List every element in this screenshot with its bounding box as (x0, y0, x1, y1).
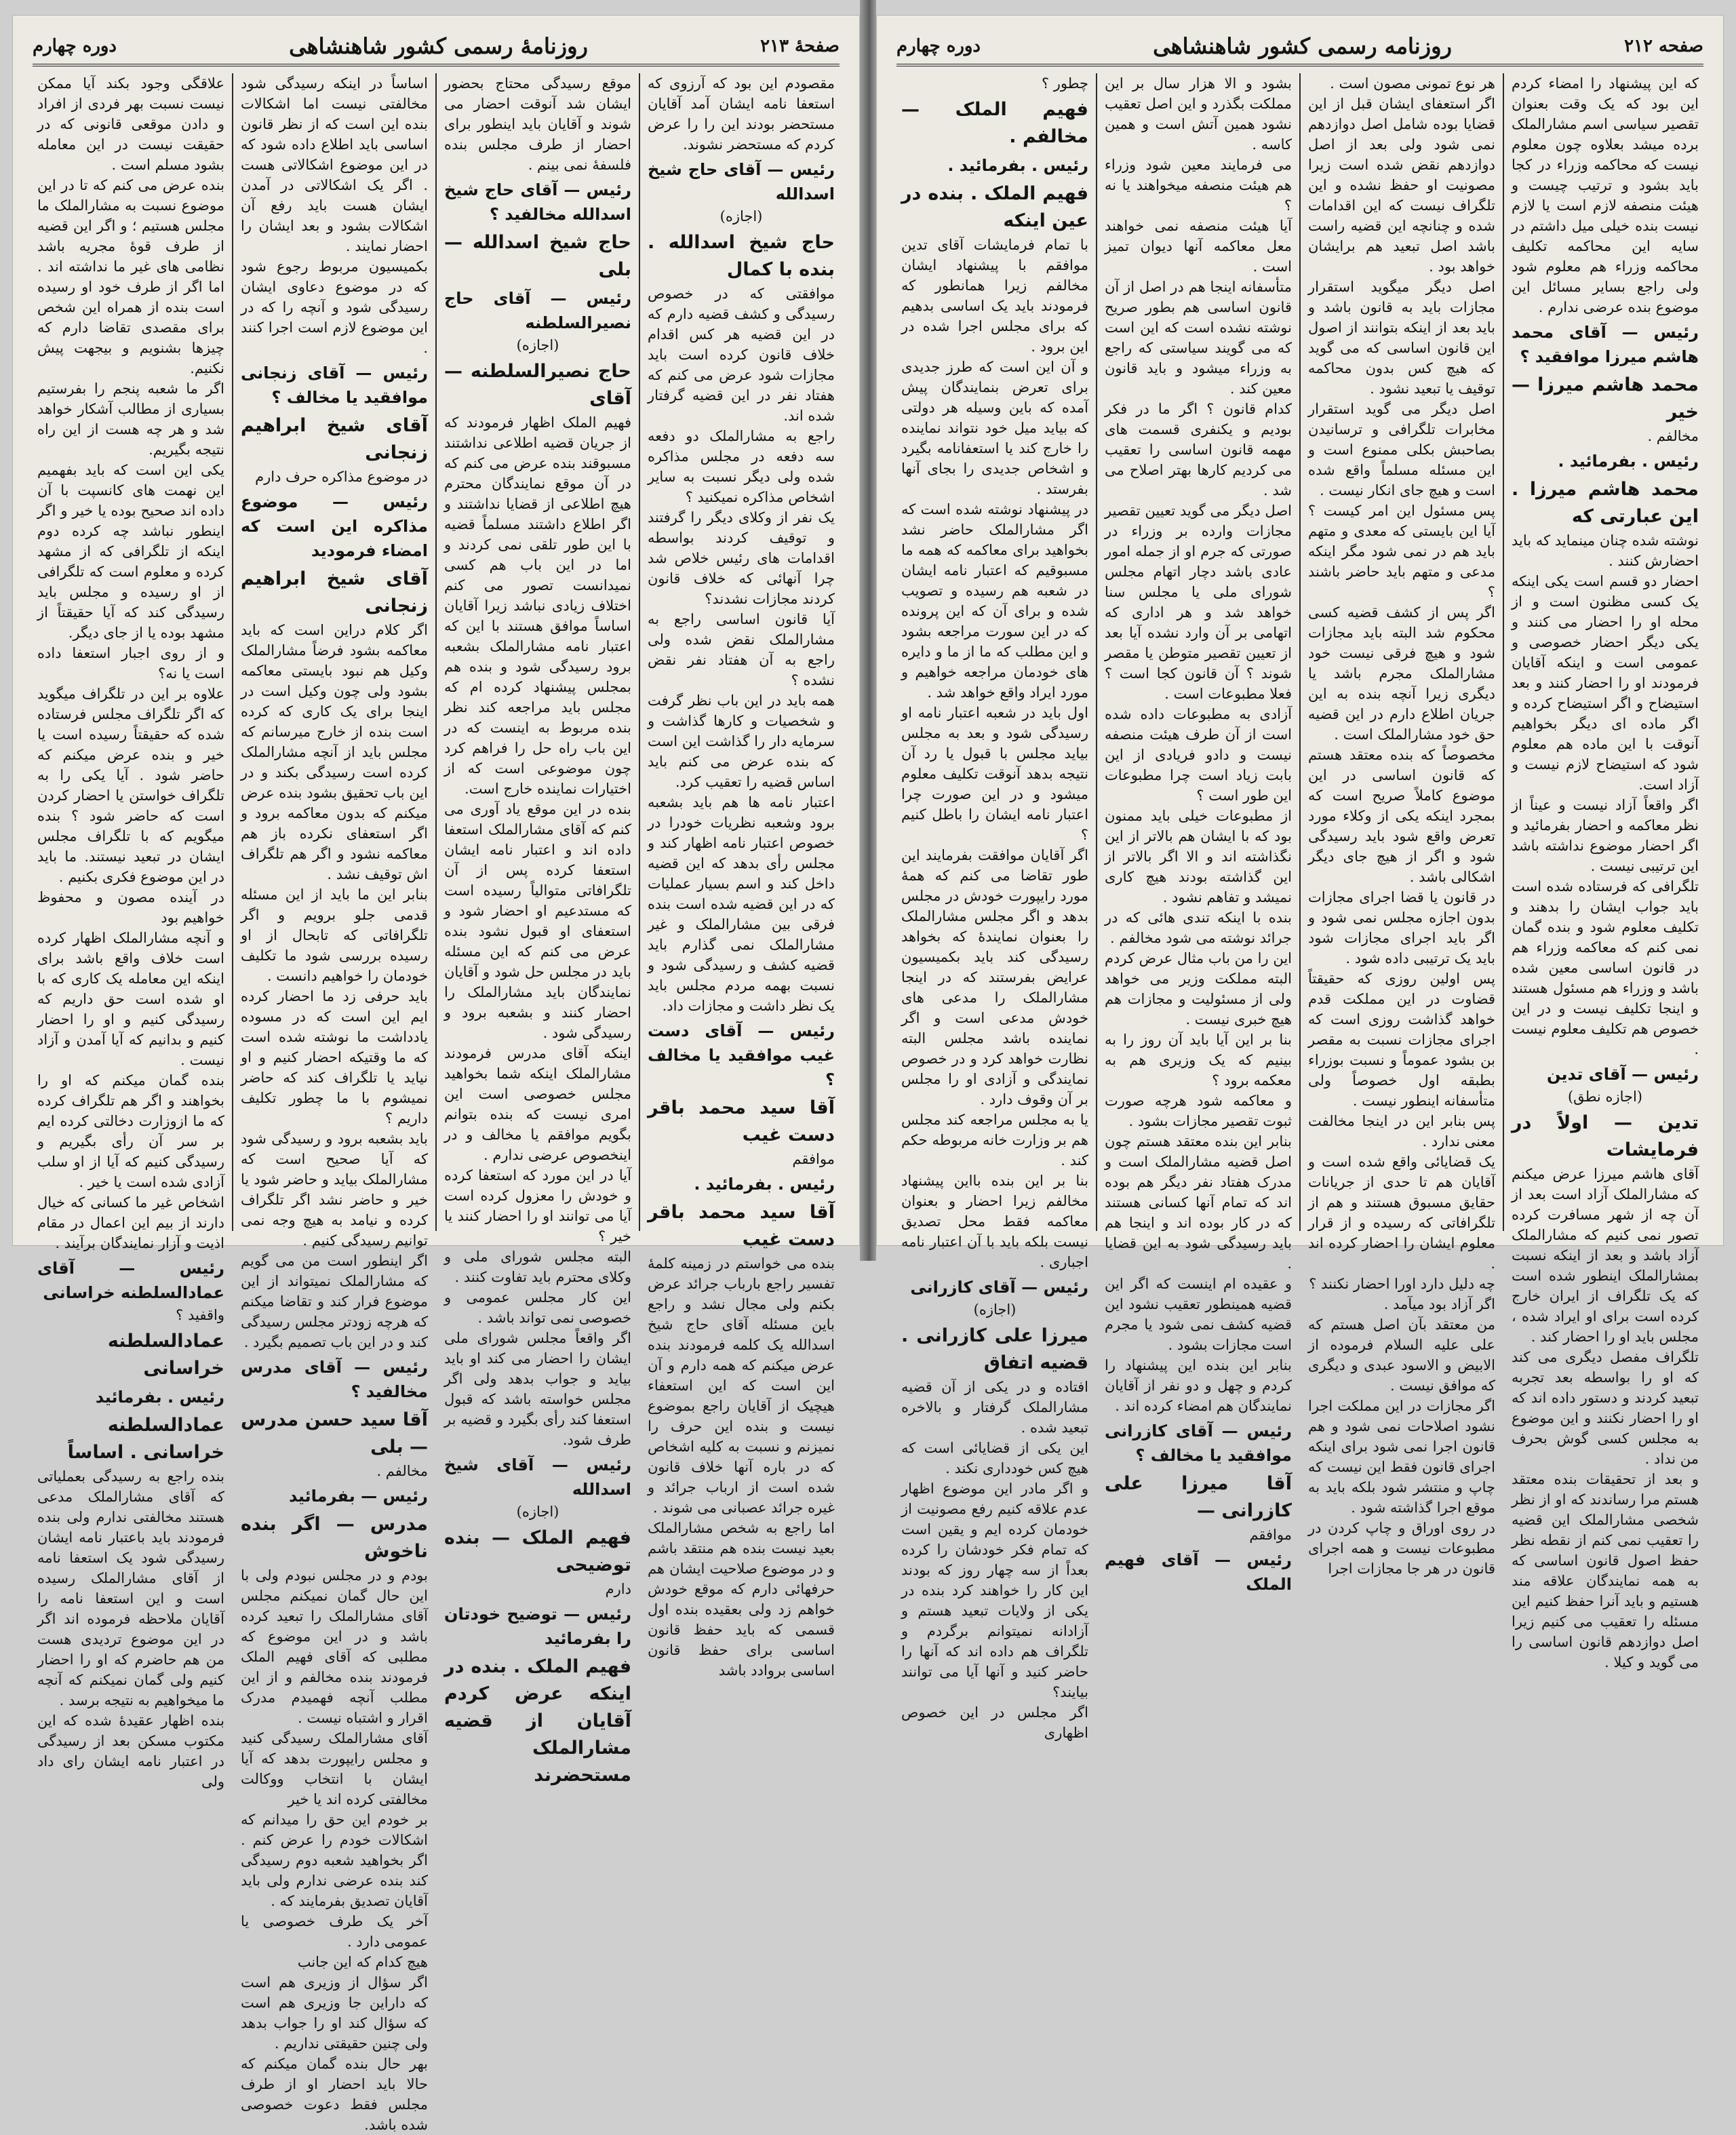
paragraph: مخالفم . (376, 1463, 428, 1479)
paragraph: و از روی اجبار استعفا داده است یا نه؟ (37, 645, 224, 682)
paragraph: در آینده مصون و محفوظ خواهیم بود (37, 889, 224, 926)
paragraph: اگر آقایان موافقت بفرمایند این طور تقاضا می کنم که همهٔ مورد رایپورت خودش در مجلس بدهد و اگر مجلس مشارالملک را بعنوان نمایندهٔ که بخواهد رسیدگی کند باید بکمیسیون عرایض بفرستند که در اینجا مشارالملک را مدعی های خودش مدعی است و اگر نماینده باشد مجلس البته نظارت خواهد کرد و در خصوص نمایندگی و آزادی او را مجلس بر آن وقوف دارد . (901, 847, 1088, 1108)
paragraph: اعتبار نامه ها هم باید بشعبه برود وشعبه نظریات خودرا در خصوص اعتبار نامه اظهار کند و مجلس رأی بدهد که این قضیه داخل کند و اسم بسیار عملیات که در این قضیه شده است بنده فرقی بین مشارالملک و غیر مشارالملک نمی گذارم باید قضیه کشف و رسیدگی شود و نسبت بهمه مردم مجلس باید یک نظر داشت و مجازات داد. (648, 794, 835, 1014)
paragraph: همه باید در این باب نظر گرفت و شخصیات و کارها گذاشت و سرمایه دار را گذاشت این است که بنده عرض می کنم باید اساس قضیه را تعقیب کرد. (648, 692, 835, 790)
speaker-line: رئیس — آقای دست غیب موافقید یا مخالف ؟ (648, 1021, 835, 1089)
left-page-columns (30, 73, 842, 2133)
permission-note: (اجازه) (973, 1301, 1017, 1318)
speaker-heading: آقای شیخ ابراهیم زنجانی (241, 415, 428, 463)
paragraph: آیا هیئت منصفه نمی خواهند معل معاکمه آنها دیوان تمیز است . (1105, 218, 1292, 275)
left-column-2 (435, 73, 639, 1786)
paragraph: اول باید در شعبه اعتبار نامه او رسیدگی شود و بعد به مجلس بیاید مجلس با قبول یا رد آن نتیجه بدهد آنوقت تکلیف معلوم میشود و در این صورت چرا اعتبار نامه ایشان را باطل کنیم ؟ (901, 705, 1088, 843)
right-column-3 (1096, 73, 1299, 1594)
paragraph: اینکه آقای مدرس فرمودند مشارالملک اینکه شما بخواهید مجلس خصوصی است این امری نیست که بنده بتوانم بگویم موافقم یا مخالف و در اینخصوص عرضی ندارم . (444, 1045, 631, 1163)
paragraph: یکی این است که باید بفهمیم این نهمت های کانسپت با آن داده اند صحیح بوده یا خیر و اگر اینطور نباشد چه کرده دوم اینکه از تلگرافی که از مشهد کرده و معلوم است که تلگرافی از او رسیده و مجلس باید رسیدگی کند که آیا حقیقتاً از مشهد بوده یا از جای دیگر. (37, 462, 224, 641)
paragraph: اگر ما شعبه پنجم را بفرستیم بسیاری از مطالب آشکار خواهد شد و هر چه هست از این راه نتیجه بگیریم. (37, 380, 224, 458)
right-page (876, 15, 1724, 1741)
paragraph: من معتقد بآن اصل هستم که علی علیه السلام فرموده از الابیض و الاسود عبدی و دیگری که موافق نیست . (1308, 1316, 1495, 1394)
speaker-line: رئیس — موضوع مذاکره این است که امضاء فرمودید (241, 492, 428, 560)
speaker-heading: محمد هاشم میرزا . این عبارتی که (1512, 479, 1699, 527)
paragraph: تلگرافی که فرستاده شده است باید جواب ایشان را بدهند و تکلیف معلوم شود و بنده گمان نمی کنم که معاکمه وزراء هم در قانون اساسی معین شده باشد و وزراء هم مسئول هستند و اینجا تکلیف نیست و در این خصوص هم تکلیف معلوم نیست . (1512, 878, 1699, 1057)
speaker-line: رئیس . بفرمائید (95, 1388, 224, 1407)
paragraph: که این پیشنهاد را امضاء کردم این بود که یک وقت بعنوان تقصیر سیاسی اسم مشارالملک برده میشد بعلاوه چون معلوم نیست که محاکمه وزراء در کجا باید بشود و ترتیب چیست و هیئت منصفه لازم است یا لازم نیست بنده خیلی میل داشتم در سایه این محاکمه تکلیف محاکمه وزراء هم معلوم شود ولی راجع بسایر مسائل این موضوع بنده عرضی ندارم . (1512, 75, 1699, 315)
paragraph: اما راجع به شخص مشارالملک بعید نیست بنده هم منتقد باشم و در موضوع صلاحیت ایشان هم حرفهائی دارم که موقع خودش خواهم زد ولی بعقیده بنده اول قسمی که باید حفظ قانون اساسی برای حفظ قانون اساسی بروادد باشد (648, 1520, 835, 1679)
speaker-line: رئیس — توضیح خودتان را بفرمائید (444, 1605, 631, 1648)
left-page-edition: دوره چهارم (33, 36, 117, 56)
permission-note: (اجازه) (516, 1504, 559, 1520)
paragraph: و آن این است که طرز جدیدی برای تعرض بنمایندگان پیش آمده که باین وسیله هر دولتی که بیاید میل خود نتواند نماینده را خارج کند یا استعفانامه بگیرد و اشخاص جدیدی را بجای آنها بفرستد . (901, 359, 1088, 497)
speaker-line: رئیس — آقای مدرس مخالفید ؟ (241, 1358, 428, 1401)
paragraph: اصل دیگر می گوید تعیین تقصیر مجازات وارده بر وزراء در صورتی که جرم او از جمله امور عادی باشد دچار اتهام مجلس شورای ملی یا مجلس سنا خواهد شد و هر اداری که اتهامی بر آن وارد نشده آیا بعد از تعیین تقصیر متوطن یا مقصر شوند ؟ آن قانون کجا است ؟ فعلا مطبوعات است . (1105, 503, 1292, 702)
paragraph: در قانون یا قضا اجرای مجازات بدون اجازه مجلس نمی شود و اگر باید اجرای مجازات شود باید یک ترتیبی داده شود . (1308, 889, 1495, 966)
paragraph: بنا بر این آیا باید آن روز را به بینیم که یک وزیری هم به معکمه برود ؟ (1105, 1032, 1292, 1089)
left-page-title: روزنامهٔ رسمی کشور شاهنشاهی (289, 33, 588, 59)
speaker-line: رئیس — آقای کازرانی (910, 1278, 1088, 1297)
paragraph: اشخاص غیر ما کسانی که خیال دارند از بیم این اعمال در مقام اذیت و آزار نمایندگان برآیند . (37, 1194, 224, 1251)
speaker-heading: حاج شیخ اسدالله . بنده با کمال (648, 232, 835, 280)
speaker-heading: تدین — اولاً در فرمایشات (1512, 1112, 1699, 1160)
right-page-header (896, 28, 1703, 66)
paragraph: هر نوع تمونی مصون است . (1330, 75, 1495, 92)
permission-note: (اجازه) (719, 208, 763, 224)
paragraph: پس بنابر این در اینجا مخالفت معنی ندارد . (1308, 1113, 1495, 1150)
speaker-heading: فهیم الملک — مخالفم . (901, 99, 1088, 147)
speaker-heading: آقای شیخ ابراهیم زنجانی (241, 568, 428, 616)
paragraph: اگر کلام دراین است که باید معاکمه بشود فرضاً مشارالملک وکیل هم نبود بایستی معاکمه بشود ولی چون وکیل است در اینجا برای یک کاری که کرده است بنده از خارج میرسانم که مجلس باید از آنچه مشارالملک کرده است رسیدگی بکند و در این باب تحقیق بشود بنده عرض میکنم که بدون معاکمه برود و اگر استعفای نکرده باز هم معاکمه نشود و اگر هم تلگراف اش توقیف نشد . (241, 622, 428, 882)
speaker-heading: آقا میرزا علی کازرانی — (1105, 1473, 1292, 1521)
speaker-line: رئیس . بفرمائید . (947, 156, 1088, 175)
left-page-header (33, 28, 840, 66)
speaker-line: رئیس — آقای فهیم الملک (1105, 1550, 1292, 1594)
left-column-1 (639, 73, 842, 1679)
speaker-line: رئیس — آقای عمادالسلطنه خراسانی (37, 1259, 224, 1302)
paragraph: آخر یک طرف خصوصی یا عمومی دارد . (241, 1913, 428, 1950)
paragraph: از مطبوعات خیلی باید ممنون بود که با ایشان هم بالاتر از این نگذاشته اند و الا اگر بالاتر از این گذاشته بودند هیچ کاری نمیشد و تفاهم نشود . (1105, 808, 1292, 905)
paragraph: اگر واقعاً آزاد نیست و عیناً از نظر معاکمه و احضار بفرمائید و اگر احضار موضوع نداشته باشد این ترتیبی نیست . (1512, 797, 1699, 874)
paragraph: موافقم (792, 1151, 835, 1167)
paragraph: اگر پس از کشف قضیه کسی محکوم شد البته باید مجازات شود و هیچ فرقی نیست خود مشارالملک مجرم باشد یا دیگری زیرا آنچه بنده به این جریان اطلاع دارم در این قضیه حق خود مشارالملک است . (1308, 604, 1495, 743)
right-page-columns (894, 73, 1706, 1741)
speaker-heading: مدرس — اگر بنده ناخوش (241, 1514, 428, 1562)
speaker-line: رئیس — آقای زنجانی موافقید یا مخالف ؟ (241, 364, 428, 407)
paragraph: هیچ کدام که این جانب (297, 1954, 428, 1970)
paragraph: بنده در این موقع یاد آوری می کنم که آقای مشارالملک استعفا داده اند و اعتبار نامه ایشان استعفا کرده پس از آن تلگرافاتی متوالیاً رسیده است که مستدعیم او احضار شود و استعفای او قبول نشود بنده عرض می کنم که این مسئله باید در مجلس حل شود و آقایان نمایندگان باید مشارالملک را احضار کنند و بشعبه برود و رسیدگی شود . (444, 801, 631, 1041)
paragraph: چه دلیل دارد اورا احضار نکنند ؟ (1309, 1276, 1495, 1292)
right-column-4 (894, 73, 1096, 1741)
paragraph: می فرمایند معین شود وزراء هم هیئت منصفه میخواهند یا نه ؟ (1105, 157, 1292, 214)
paragraph: افتاده و در یکی از آن قضیه مشارالملک گرفتار و بالاخره تبعید شده . (901, 1379, 1088, 1436)
speaker-heading: میرزا علی کازرانی . قضیه اتفاق (901, 1325, 1088, 1373)
paragraph: اگر اینطور است من می گویم که مشارالملک نمیتواند از این موضوع فرار کند و تقاضا میکنم که هرچه زودتر مجلس رسیدگی کند و در این باب تصمیم بگیرد . (241, 1253, 428, 1350)
paragraph: پس اولین روزی که حقیقتاً قضاوت در این مملکت قدم خواهد گذاشت روزی است که اجرای مجازات نسبت به مقصر بن بشود عموماً و نسبت بوزراء بطبقه اول خصوصاً ولی متأسفانه اینطور نیست . (1308, 971, 1495, 1109)
paragraph: بنابر این ما باید از این مسئله قدمی جلو برویم و اگر تلگرافاتی که تابحال از او رسیده بررسی شود ما تکلیف خودمان را خواهیم دانست . (241, 886, 428, 984)
paragraph: دارم (605, 1581, 631, 1597)
paragraph: آیا در این مورد که استعفا کرده و خودش را معزول کرده است آیا می توانند او را احضار کنند یا خیر ؟ (444, 1167, 631, 1245)
paragraph: بهر حال بنده گمان میکنم که حالا باید احضار او از طرف مجلس فقط دعوت خصوصی شده باشد. (241, 2056, 428, 2133)
paragraph: تلگراف مفصل دیگری می کند که او را بواسطه بعد تجربه تبعید کردند و دستور داده اند که او را احضار نکنند و این موضوع به مجلس کسی گوش بحرف من نداد . (1512, 1349, 1699, 1467)
paragraph: آیا قانون اساسی راجع به مشارالملک نقض شده ولی راجع به آن هفتاد نفر نقض نشده ؟ (648, 611, 835, 688)
speaker-line: رئیس — آقای حاج شیخ اسدالله (648, 160, 835, 203)
paragraph: بنده می خواستم در زمینه کلمهٔ تفسیر راجع بارباب جرائد عرض بکنم ولی مجال نشد و راجع باین مسئله آقای حاج شیخ اسدالله یک کلمه فرمودند بنده عرض میکنم که همه دارم و آن این است که این استعفاء هیچیک از آقایان راجع بموضوع نیست و بنده این حرف را نمیزنم و نسبت به کلیه اشخاص که در باره آنها خلاف قانون شده است از ارباب جرائد و غیره جرائد عصبانی می شوند . (648, 1255, 835, 1516)
speaker-line: رئیس — آقای شیخ اسدالله (444, 1455, 631, 1499)
left-page-number: صفحهٔ ۲۱۳ (760, 36, 840, 56)
speaker-line: رئیس — آقای حاج نصیرالسلطنه (444, 289, 631, 332)
paragraph: بنا بر این بنده بااین پیشنهاد مخالفم زیرا احضار و بعنوان معاکمه فقط محل تصدیق نیست بلکه باید با آن اعتبار نامه اجباری . (901, 1173, 1088, 1270)
speaker-line: رئیس — بفرمائید (288, 1487, 428, 1506)
paragraph: بر خودم این حق را میدانم که اشکالات خودم را عرض کنم . اگر بخواهید شعبه دوم رسیدگی کند بنده عرضی ندارم ولی باید آقایان تصدیق بفرمایند که . (241, 1811, 428, 1909)
left-column-3 (232, 73, 435, 2133)
paragraph: آزادی به مطبوعات داده شده است از آن طرف هیئت منصفه نیست و دادو فریادی از این بابت زیاد است چرا مطبوعات این طور است ؟ (1105, 706, 1292, 804)
paragraph: مخصوصاً که بنده معتقد هستم که قانون اساسی در این موضوع کاملاً صریح است که بمجرد اینکه یکی از وکلاء مورد تعرض واقع شود باید رسیدگی شود و اگر از هیچ جای دیگر اشکالی باشد . (1308, 747, 1495, 885)
paragraph: موقع رسیدگی محتاج بحضور ایشان شد آنوقت احضار می شوند و آقایان باید اینطور برای احضار از طرف مجلس بنده فلسفهٔ نمی بینم . (444, 75, 631, 173)
paragraph: علاقگی وجود بکند آیا ممکن نیست نسبت بهر فردی از افراد و دادن موقعی قانونی که در حقیقت نیست در این معامله بشود مسلم است . (37, 75, 224, 173)
right-page-edition: دوره چهارم (896, 36, 981, 56)
speaker-line: رئیس . بفرمائید . (694, 1175, 835, 1194)
right-page-title: روزنامه رسمی کشور شاهنشاهی (1153, 33, 1452, 59)
paragraph: بنده راجع به رسیدگی بعملیاتی که آقای مشارالملک مدعی هستند مخالفتی ندارم ولی بنده فرمودند باید باعتبار نامه ایشان رسیدگی شود یک استعفا نامه از آقای مشارالملک رسیده است و این استعفا نامه را آقایان ملاحظه فرموده اند اگر در این موضوع تردیدی هست من هم حاضرم که او را احضار کنیم ولی گمان نمیکنم که آنچه ما میخواهیم به نتیجه برسد . (37, 1468, 224, 1708)
paragraph: و معاکمه شود هرچه صورت ثبوت تقصیر مجازات بشود . (1105, 1093, 1292, 1129)
paragraph: مخالفم . (1647, 428, 1699, 444)
paragraph: بشود و الا هزار سال بر این مملکت بگذرد و این اصل تعقیب نشود همین آتش است و همین کاسه . (1105, 75, 1292, 153)
paragraph: بودم و در مجلس نبودم ولی با این حال گمان نمیکنم مجلس آقای مشارالملک را تبعید کرده باشد و در این موضوع که مطلبی که آقای فهیم الملک فرمودند بنده مخالفم و از این مطلب آنچه فهمیدم مدرک اقرار و اشتباه نیست . (241, 1567, 428, 1726)
paragraph: موافقتی که در خصوص رسیدگی و کشف قضیه دارم که در این قضیه هر کس اقدام خلاف قانون کرده است باید مجازات شود عرض می کنم که هفتاد نفر در این قضیه گرفتار شده اند. (648, 286, 835, 424)
speaker-heading: آقا سید محمد باقر دست غیب (648, 1202, 835, 1250)
speaker-line: رئیس — آقای حاج شیخ اسدالله مخالفید ؟ (444, 180, 631, 224)
paragraph: بنده عرض می کنم که تا در این موضوع نسبت به مشارالملک ما مجلس هستیم ؛ و اگر این قضیه از طرف قوهٔ مجریه باشد نظامی های غیر ما نداشته اند . اما اگر از طرف خود او رسیده است بنده از همراه این شخص برای مقصدی تقاضا دارم که چیزها بشنویم و بیجهت پیش نکنیم. (37, 177, 224, 376)
paragraph: بکمیسیون مربوط رجوع شود که در موضوع دعاوی ایشان رسیدگی شود و آنچه را که در این موضوع لازم است اجرا کنند . (241, 258, 428, 356)
speaker-heading: عمادالسلطنه خراسانی . اساساً (67, 1415, 224, 1463)
paragraph: فهیم الملک اظهار فرمودند که از جریان قضیه اطلاعی نداشتند مسبوقند بنده عرض می کنم که در آن موقع نمایندگان محترم هیچ اطلاعی از قضایا نداشتند و اگر اطلاع داشتند مسلماً قضیه با این طور تلقی نمی کردند و اما در این باب هم کسی نمیدانست تصور می کنم اختلاف زیادی نباشد زیرا آقایان اساساً موافق هستند با این که اعتبار نامه مشارالملک بشعبه برود رسیدگی شود و بنده هم بمجلس پیشنهاد کرده ام که مجلس باید مراجعه کند نظر بنده مربوط به اینست که در این باب راه حل را فراهم کرد چون موضوعی است که از اختیارات نماینده خارج است. (444, 414, 631, 797)
speaker-heading: محمد هاشم میرزا — خیر (1512, 374, 1699, 423)
paragraph: در موضوع مذاکره حرف دارم (255, 469, 428, 485)
paragraph: با تمام فرمایشات آقای تدین موافقم با پیشنهاد ایشان مخالفم زیرا همانطور که فرمودند باید یک اساسی بدهیم که برای مجلس اجرا شده در این برود . (901, 237, 1088, 355)
speaker-heading: عمادالسلطنه خراسانی (107, 1331, 224, 1379)
paragraph: متأسفانه اینجا هم در اصل از آن قانون اساسی هم بطور صریح نوشته نشده است که این است که می گویند سیاستی که راجع به وزراء میشود و باید قانون معین کند . (1105, 279, 1292, 397)
right-page-number: صفحه ۲۱۲ (1624, 36, 1703, 56)
paragraph: و عقیده ام اینست که اگر این قضیه همینطور تعقیب نشود این قضیه کشف نمی شود یا مجرم است مجازات بشود . (1105, 1276, 1292, 1353)
paragraph: این را من باب مثال عرض کردم البته مملکت وزیر می خواهد ولی از مسئولیت و مجازات هم هیچ خبری نیست . (1105, 950, 1292, 1027)
paragraph: اگر واقعاً مجلس شورای ملی ایشان را احضار می کند او باید بیاید و جواب بدهد ولی اگر مجلس خواسته باشد که قبول استعفا کند رأی بگیرد و قضیه بر طرف شود. (444, 1330, 631, 1448)
paragraph: مقصودم این بود که آرزوی که استعفا نامه ایشان آمد آقایان مستحضر بودند این را را عرض کردم که مستحضر نشوند. (648, 75, 835, 153)
speaker-line: رئیس — آقای تدین (1546, 1065, 1699, 1084)
paragraph: این کار مجلس عمومی و خصوصی نمی تواند باشد . (444, 1289, 631, 1326)
speaker-line: رئیس — آقای محمد هاشم میرزا موافقید ؟ (1512, 323, 1699, 366)
paragraph: اگر مجازات در این مملکت اجرا نشود اصلاحات نمی شود و هم قانون اجرا نمی شود برای اینکه اجرای قانون فقط این نیست که چاپ و منتشر شود بلکه باید به موقع اجرا گذاشته شود . (1308, 1398, 1495, 1516)
left-page (12, 15, 860, 2133)
speaker-heading: فهیم الملک . بنده در عین اینکه (901, 183, 1088, 231)
paragraph: چطور ؟ (1041, 75, 1088, 92)
permission-note: (اجازه) (516, 337, 559, 353)
speaker-heading: آقا سید محمد باقر دست غیب (648, 1097, 835, 1145)
paragraph: اگر آزاد بود میآمد . (1383, 1296, 1495, 1312)
left-column-4 (30, 73, 232, 1790)
paragraph: باید بشعبه برود و رسیدگی شود که آیا صحیح است که مشارالملک بیاید و حاضر شود یا خیر و حاضر نشد اگر تلگراف کرده و نیامد به هیچ وجه نمی توانیم رسیدگی کنیم . (241, 1131, 428, 1249)
paragraph: و اگر مادر این موضوع اظهار عدم علاقه کنیم رفع مصونیت از خودمان کرده ایم و یقین است که تمام فکر خودشان را کرده بعداً از سه چهار روز که بودند این کار را خواهند کرد بنده در یکی از ولایات تبعید هستم و آزادانه نمیتوانم برگردم و تلگراف هم داده اند که آنها را حاضر کنید و آنها آیا می توانند بیایند؟ (901, 1481, 1088, 1700)
paragraph: البته مجلس شورای ملی و وکلای محترم باید تفاوت کنند . (444, 1249, 631, 1285)
paragraph: در پیشنهاد نوشته شده است که اگر مشارالملک حاضر نشد بخواهید برای معاکمه که همه ما مسبوقیم که اعتبار نامه ایشان در شعبه هم رسیده و تصویب شده و برای آن که این پرونده که در این سورت مراجعه بشود و این مطلب که ما از ما و دایره های خودمان مراجعه خواهیم و مورد ایراد واقع خواهد شد . (901, 501, 1088, 701)
speaker-line: رئیس . بفرمائید . (1558, 452, 1699, 471)
speaker-heading: فهیم الملک . بنده در اینکه عرض کردم آقایان از قضیه مشارالملک مستحضرند (444, 1656, 631, 1786)
paragraph: احضار دو قسم است یکی اینکه یک کسی مظنون است و از محله او را احضار می کنند و یکی دیگر احضار خصوصی و عمومی است و اینکه آقایان فرمودند او را احضار کنند و بعد استیضاح و اگر استیضاح کرده و اگر ماده ای دیگر بخواهیم آنوقت با این ماده هم معلوم شود که استیضاح لازم نیست و آزاد است. (1512, 573, 1699, 793)
paragraph: یا به مجلس مراجعه کند مجلس هم بر وزارت خانه مربوطه حکم کند . (901, 1112, 1088, 1169)
paragraph: بنده اظهار عقیدهٔ شده که این مکتوب مسکن بعد از رسیدگی در اعتبار نامه ایشان رای داد ولی (37, 1712, 224, 1790)
paragraph: اگر استعفای ایشان قبل از این قضایا بوده شامل اصل دوازدهم نمی شود ولی بعد از اصل دوازدهم نقض شده است زیرا مصونیت او حفظ نشده و این تلگراف نیست که این اقدامات شده و چنانچه این قضیه راست باشد اصل تبعید هم برایشان خواهد بود . (1308, 96, 1495, 275)
paragraph: نوشته شده چنان مینماید که باید احضارش کنند . (1512, 532, 1699, 569)
paragraph: پس مسئول این امر کیست ؟ آیا این بایستی که معدی و متهم باید هم در نمی شود مگر اینکه مدعی و متهم باید حاضر باشند ؟ (1308, 503, 1495, 600)
paragraph: بنابر این بنده این پیشنهاد را کردم و چهل و دو نفر از آقایان نمایندگان هم امضاء کرده اند . (1105, 1357, 1292, 1414)
paragraph: این یکی از قضایائی است که هیچ کس خودداری نکند . (901, 1440, 1088, 1476)
paragraph: اصل دیگر میگوید استقرار مجازات باید به قانون باشد و باید بعد از اینکه بتوانند از اصول این قانون اساسی که می گوید که هیچ کس بدون محاکمه توقیف یا تبعید نشود . (1308, 279, 1495, 397)
paragraph: اساساً در اینکه رسیدگی شود مخالفتی نیست اما اشکالات بنده این است که از نظر قانون اساسی باید اطلاع داده شود که در این موضوع اشکالاتی هست . اگر یک اشکالاتی در آمدن ایشان هست باید رفع آن اشکالات بشود و بعد ایشان را احضار نمایند . (241, 75, 428, 254)
paragraph: بنابر این بنده معتقد هستم چون اصل قضیه مشارالملک است و مدرک هفتاد نفر دیگر هم بوده اند که تمام آنها کسانی هستند که در کار بوده اند و اینجا هم باید رسیدگی شود به این قضایا . (1105, 1133, 1292, 1272)
paragraph: کدام قانون ؟ اگر ما در فکر بودیم و یکنفری قسمت های مهمه قانون اساسی را تعقیب می کردیم کارها بهتر اصلاح می شد . (1105, 401, 1292, 498)
paragraph: آقای مشارالملک رسیدگی کنید و مجلس رایپورت بدهد که آیا ایشان با انتخاب ووکالت مخالفتی کرده اند یا خیر (241, 1730, 428, 1807)
paragraph: در روی اوراق و چاپ کردن در مطبوعات نیست و همه اجرای قانون در هر جا مجازات اجرا (1308, 1520, 1495, 1577)
paragraph: بنده گمان میکنم که او را بخواهند و اگر هم تلگراف کرده که ما ازوزارت دخالتی کرده ایم بر سر آن رأی بگیریم و رسیدگی کنیم که آیا از او سلب آزادی شده است یا خیر . (37, 1072, 224, 1190)
paragraph: راجع به مشارالملک دو دفعه سه دفعه در مجلس مذاکره شده ولی دیگر نسبت به سایر اشخاص مذاکره نمیکنید ؟ (648, 428, 835, 505)
paragraph: و آنچه مشارالملک اظهار کرده است خلاف واقع باشد برای اینکه این معامله یک کاری که با او شده است حق داریم که رسیدگی کنیم و او را احضار کنیم و بدانیم که آیا آمدن و آزاد نیست . (37, 930, 224, 1068)
paragraph: اگر سؤال از وزیری هم است که داراین جا وزیری هم است که سؤال کند او را جواب بدهد ولی چنین حقیقتی نداریم . (241, 1974, 428, 2052)
paragraph: یک نفر از وکلای دیگر را گرفتند و توقیف کردند بواسطه اقدامات های رئیس خلاص شد چرا آنهائی که خلاف قانون کردند مجازات نشدند؟ (648, 509, 835, 607)
paragraph: اصل دیگر می گوید استقرار مخابرات تلگرافی و ترسانیدن بصاحبش بکلی ممنوع است و این مسئله مسلماً واقع شده است و هیچ جای انکار نیست . (1308, 401, 1495, 498)
speaker-heading: حاج شیخ اسدالله — بلی (444, 232, 631, 280)
paragraph: و بعد از تحقیقات بنده معتقد هستم مرا رساندند که او از نظر شخصی مشارالملک این قضیه را تعقیب نمی کنم از نقطه نظر حفظ اصول قانون اساسی که به همه نمایندگان علاقه مند هستیم و باید آنرا حفظ کنیم این مسئله را تعقیب می کنیم زیرا اصل دوازدهم قانون اساسی را می گوید و کیلا . (1512, 1471, 1699, 1670)
paragraph: بنده با اینکه تندی هائی که در جرائد نوشته می شود مخالفم . (1105, 909, 1292, 946)
page-gutter (860, 0, 876, 1261)
speaker-line: رئیس — آقای کازرانی موافقید یا مخالف ؟ (1105, 1422, 1292, 1465)
speaker-heading: آقا سید حسن مدرس — بلی (241, 1409, 428, 1457)
paragraph: آقای هاشم میرزا عرض میکنم که مشارالملک آزاد است بعد از آن چه از شهر مسافرت کرده تصور نمی کنیم که مشارالملک آزاد باشد و بعد از اینکه نسبت بمشارالملک اینطور شده است که یک تلگراف از ایران خارج کرده است برای او ایراد شده ، مجلس باید او را احضار کند . (1512, 1166, 1699, 1345)
paragraph: علاوه بر این در تلگراف میگوید که اگر تلگراف مجلس فرستاده شده که حقیقتاً رسیده است یا خیر و بنده عرض میکنم که حاضر شود . آیا یکی را به تلگراف خواستن یا احضار کردن است که حاضر شود ؟ بنده میگویم که با تلگراف مجلس ایشان در تبعید نیستند. ما باید در این موضوع فکری بکنیم . (37, 686, 224, 885)
permission-note: (اجازه نطق) (1567, 1089, 1642, 1105)
right-column-2 (1299, 73, 1503, 1577)
paragraph: اگر مجلس در این خصوص اظهاری (901, 1704, 1088, 1741)
speaker-heading: حاج نصیرالسلطنه — آقای (444, 361, 631, 409)
paragraph: باید حرفی زد ما احضار کرده ایم این است که در مسوده یادداشت ما نوشته شده است که ما وقتیکه احضار کنیم و او نیاید یا تلگراف کند که حاضر نمیشوم با ما چطور تکلیف داریم ؟ (241, 988, 428, 1127)
paragraph: واقفید ؟ (176, 1307, 224, 1323)
paragraph: موافقم (1249, 1527, 1292, 1543)
speaker-heading: فهیم الملک — بنده توضیحی (444, 1527, 631, 1575)
right-column-1 (1503, 73, 1706, 1670)
paragraph: یک قضایائی واقع شده است و آقایان هم تا حدی از جریانات حقایق مسبوق هستند و هم از تلگرافاتی که رسیده و از قرار معلوم ایشان را احضار کرده اند . (1308, 1154, 1495, 1272)
